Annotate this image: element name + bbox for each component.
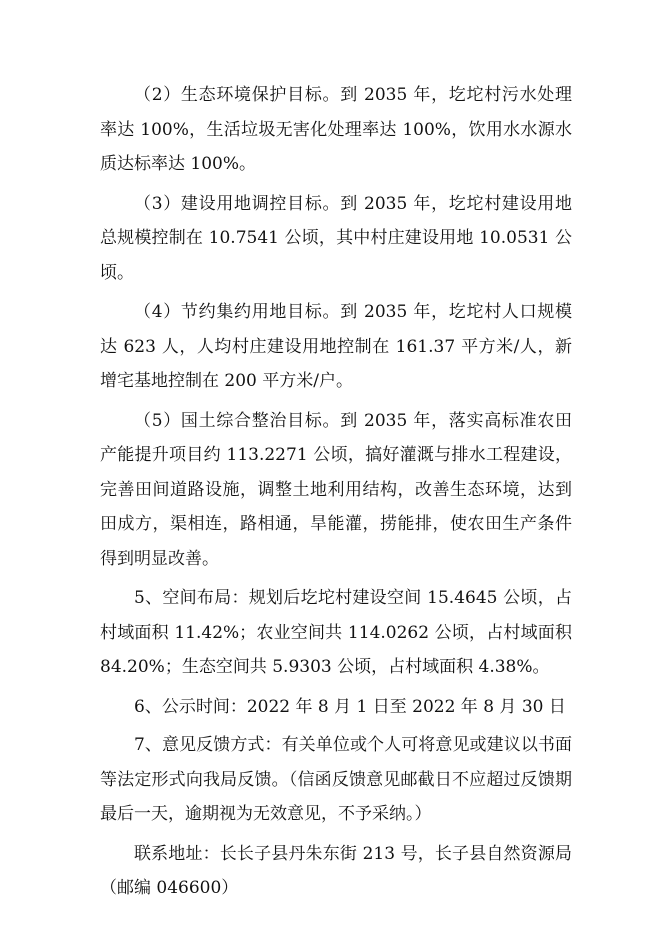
paragraph-contact-address: 联系地址：长长子县丹朱东街 213 号，长子县自然资源局（邮编 046600）: [100, 843, 572, 898]
document-page: [100, 78, 572, 911]
paragraph-land-consolidation-target: （5）国土综合整治目标。到 2035 年，落实高标准农田产能提升项目约 113.2271 公顷，搞好灌溉与排水工程建设，完善田间道路设施，调整土地利用结构，改善生态环境，达到田成方，渠相连，路相通，旱能灌，捞能排，使农田生产条件得到明显改善。: [100, 410, 572, 569]
paragraph-land-saving-target: （4）节约集约用地目标。到 2035 年，圪坨村人口规模达 623 人，人均村庄建设用地控制在 161.37 平方米/人，新增宅基地控制在 200 平方米/户。: [100, 302, 572, 391]
paragraph-publicity-period: 6、公示时间：2022 年 8 月 1 日至 2022 年 8 月 30 日: [134, 696, 566, 717]
paragraph-construction-land-target: （3）建设用地调控目标。到 2035 年，圪坨村建设用地总规模控制在 10.7541 公顷，其中村庄建设用地 10.0531 公顷。: [100, 193, 572, 283]
paragraph-ecology-target: （2）生态环境保护目标。到 2035 年，圪坨村污水处理率达 100%，生活垃圾无害化处理率达 100%，饮用水水源水质达标率达 100%。: [100, 85, 572, 174]
paragraph-feedback-method: 7、意见反馈方式：有关单位或个人可将意见或建议以书面等法定形式向我局反馈。（信函反馈意见邮截日不应超过反馈期最后一天，逾期视为无效意见，不予采纳。）: [100, 735, 572, 824]
paragraph-spatial-layout: 5、空间布局：规划后圪坨村建设空间 15.4645 公顷，占村域面积 11.42%；农业空间共 114.0262 公顷，占村域面积 84.20%；生态空间共 5.9303 公顷，占村域面积 4.38%。: [100, 588, 572, 677]
